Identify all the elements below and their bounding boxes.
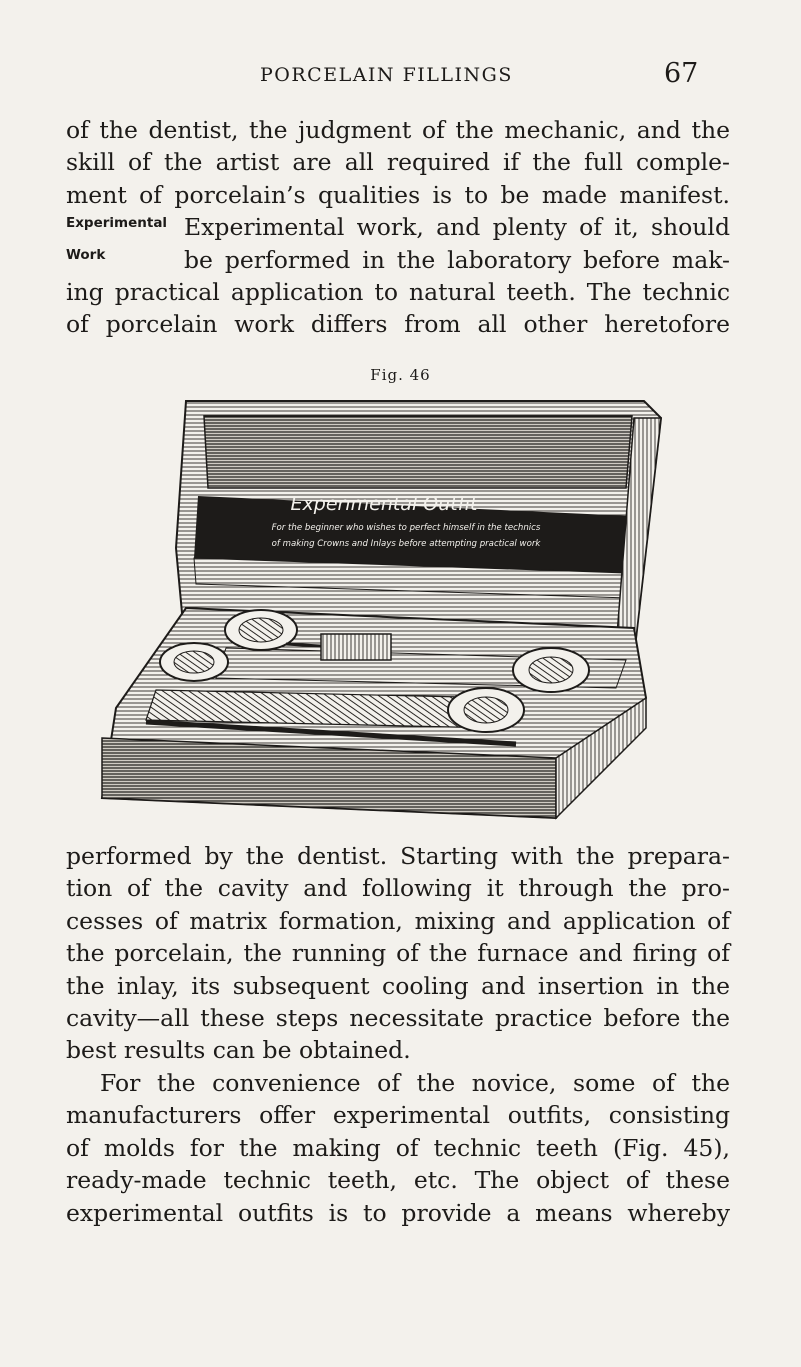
jar-right [513,648,589,692]
figure-illustration [86,398,666,828]
lid-label-title: Experimental Outfit [290,493,478,515]
text-line: the porcelain, the running of the furnace and firing of [66,939,730,968]
text-line: Experimental work, and plenty of it, should [184,213,730,242]
jar-center [448,688,524,732]
running-head [0,58,801,98]
text-line: performed by the dentist. Starting with the prepara- [66,842,730,870]
text-line: of molds for the making of technic teeth (Fig. 45), [66,1133,730,1162]
text-line: be performed in the laboratory before mak- [184,245,730,274]
text-line: ready-made technic teeth, etc. The object of these [66,1166,730,1195]
running-title: PORCELAIN FILLINGS [260,64,513,86]
lid-label-line-b: of making Crowns and Inlays before attempting practical work [271,539,541,549]
text-line: ing practical application to natural teeth. The technic [66,277,730,306]
paragraph-2 [66,840,730,1067]
figure-caption: Fig. 46 [370,366,431,384]
page-number: 67 [664,58,699,89]
margin-note-line-2: Work [66,247,106,263]
text-line: best results can be obtained. [66,1036,411,1065]
experimental-outfit-illustration [86,398,666,828]
text-line: the inlay, its subsequent cooling and insertion in the [66,971,730,1000]
text-line: cavity—all these steps necessitate practice before the [66,1003,730,1032]
text-line: manufacturers offer experimental outfits, consisting [66,1101,730,1130]
text-line: of the dentist, the judgment of the mechanic, and the [66,116,730,144]
text-line: For the convenience of the novice, some of the [100,1069,730,1097]
text-line: tion of the cavity and following it through the pro- [66,874,730,903]
text-line: of porcelain work differs from all other heretofore [66,310,730,339]
text-line: skill of the artist are all required if the full comple- [66,148,730,177]
paragraph-3 [66,1067,730,1229]
text-line: cesses of matrix formation, mixing and application of [66,906,730,935]
text-line: experimental outfits is to provide a means whereby [66,1198,730,1227]
margin-note-line-1: Experimental [66,215,168,231]
jar-mid-left [160,643,228,681]
lid-label-line-a: For the beginner who wishes to perfect himself in the technics [271,523,541,533]
text-line: ment of porcelain’s qualities is to be made manifest. [66,180,730,209]
